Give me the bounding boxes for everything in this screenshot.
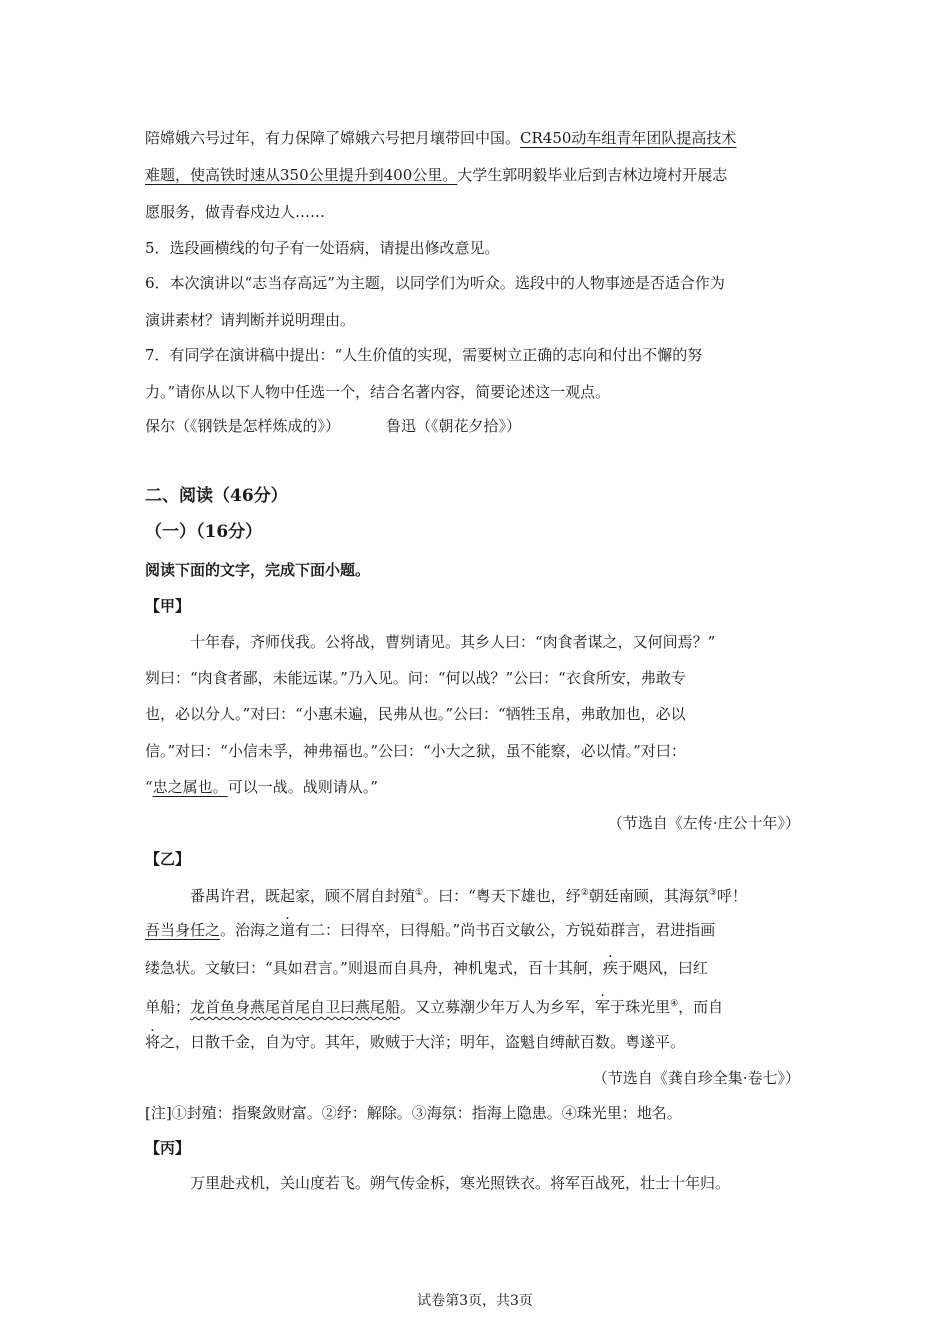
passage-text: 于飓风，曰红 <box>617 959 708 977</box>
dotted-character: 疾 <box>602 959 618 977</box>
page-footer: 试卷第3页，共3页 <box>417 1293 533 1309</box>
passage-jia-line-3: 也，必以分人。”对曰：“小惠未遍，民弗从也。”公曰：“牺牲玉帛，弗敢加也，必以 <box>145 705 686 723</box>
passage-yi-line-1 <box>190 882 747 907</box>
passage-text: 之，日散千金，自为守。其年，败贼于大洋；明年，盗魁自缚献百数。粤遂平。 <box>160 1033 686 1051</box>
passage-yi-source: （节选自《龚自珍全集·卷七》） <box>592 1069 800 1087</box>
passage-jia-line-5 <box>145 776 378 798</box>
section-2-title: 二、阅读（46分） <box>145 486 288 506</box>
passage-bing-label: 【丙】 <box>145 1139 191 1157</box>
dotted-character: 军 <box>595 998 611 1016</box>
speech-text: 陪嫦娥六号过年，有力保障了嫦娥六号把月壤带回中国。 <box>145 129 521 147</box>
question-7-line-1: 7．有同学在演讲稿中提出：“人生价值的实现，需要树立正确的志向和付出不懈的努 <box>145 346 703 364</box>
passage-text: 缕急状。文敏曰：“具如君言。”则退而自具舟，神机鬼式，百十其舸， <box>145 959 603 977</box>
note-marker: ① <box>415 888 424 898</box>
passage-text: 。又立募潮少年万人为乡军， <box>400 998 596 1016</box>
passage-text: 番禺许君，既起家，顾不屑自封殖 <box>190 887 416 905</box>
passage-yi-line-4 <box>145 993 723 1018</box>
option-paul: 保尔（《钢铁是怎样炼成的》） <box>145 417 341 435</box>
speech-text: 愿服务，做青春戍边人…… <box>145 203 326 221</box>
note-marker: ④ <box>670 999 679 1009</box>
note-marker: ③ <box>708 888 717 898</box>
passage-bing-line-1: 万里赴戎机，关山度若飞。朔气传金柝，寒光照铁衣。将军百战死，壮士十年归。 <box>190 1174 731 1192</box>
passage-jia-line-2: 刿曰：“肉食者鄙，未能远谋。”乃入见。问：“何以战？”公曰：“衣食所安，弗敢专 <box>145 669 686 687</box>
passage-text: 。曰：“粤天下雄也，纾 <box>423 887 581 905</box>
speech-line-1 <box>145 127 736 149</box>
passage-text: 呼！ <box>716 887 747 905</box>
quote-mark: “ <box>145 778 153 796</box>
passage-text: 可以一战。战则请从。” <box>227 778 378 796</box>
part-1-title: （一）（16分） <box>145 522 263 542</box>
passage-yi-line-5 <box>145 1031 685 1053</box>
dotted-character: 将 <box>145 1033 161 1051</box>
question-5: 5．选段画横线的句子有一处语病，请提出修改意见。 <box>145 239 500 257</box>
underlined-phrase: 吾当身任之 <box>145 921 221 939</box>
wavy-underlined-sentence: 龙首鱼身燕尾首尾自卫曰燕尾船 <box>190 998 401 1016</box>
passage-yi-line-2 <box>145 919 715 941</box>
passage-yi-line-3 <box>145 957 708 979</box>
passage-jia-line-1: 十年春，齐师伐我。公将战，曹刿请见。其乡人曰：“肉食者谋之，又何间焉？” <box>190 633 716 651</box>
speech-line-2 <box>145 164 727 186</box>
passage-jia-label: 【甲】 <box>145 597 191 615</box>
passage-text: 单船； <box>145 998 191 1016</box>
question-7-line-2: 力。”请你从以下人物中任选一个，结合名著内容，简要论述这一观点。 <box>145 383 611 401</box>
note-marker: ② <box>580 888 589 898</box>
question-6-line-1: 6．本次演讲以“志当存高远”为主题，以同学们为听众。选段中的人物事迹是否适合作为 <box>145 274 725 292</box>
speech-line-3 <box>145 201 325 223</box>
question-7-options <box>145 415 521 437</box>
option-luxun: 鲁迅（《朝花夕拾》） <box>386 417 522 435</box>
reading-instruction: 阅读下面的文字，完成下面小题。 <box>145 561 371 579</box>
dotted-character: 道 <box>280 921 296 939</box>
passage-text: 。治海之 <box>220 921 281 939</box>
underlined-sentence-part2: 难题，使高铁时速从350公里提升到400公里。 <box>145 166 458 184</box>
passage-text: 朝廷南顾，其海氛 <box>588 887 709 905</box>
speech-text: 大学生郭明毅毕业后到吉林边境村开展志 <box>457 166 728 184</box>
passage-jia-source: （节选自《左传·庄公十年》） <box>607 814 800 832</box>
question-6-line-2: 演讲素材？请判断并说明理由。 <box>145 311 356 329</box>
passage-jia-line-4: 信。”对曰：“小信未孚，神弗福也。”公曰：“小大之狱，虽不能察，必以情。”对曰： <box>145 742 686 760</box>
passage-text: 有二：曰得卒，曰得船。”尚书百文敏公，方锐茹群言，君进指画 <box>295 921 716 939</box>
passage-yi-label: 【乙】 <box>145 850 191 868</box>
passage-text: ，而自 <box>678 998 724 1016</box>
underlined-sentence-part1: CR450动车组青年团队提高技术 <box>520 129 737 147</box>
passage-text: 于珠光里 <box>610 998 671 1016</box>
underlined-phrase: 忠之属也。 <box>152 778 228 796</box>
passage-yi-notes: [注]①封殖：指聚敛财富。②纾：解除。③海氛：指海上隐患。④珠光里：地名。 <box>145 1104 682 1122</box>
